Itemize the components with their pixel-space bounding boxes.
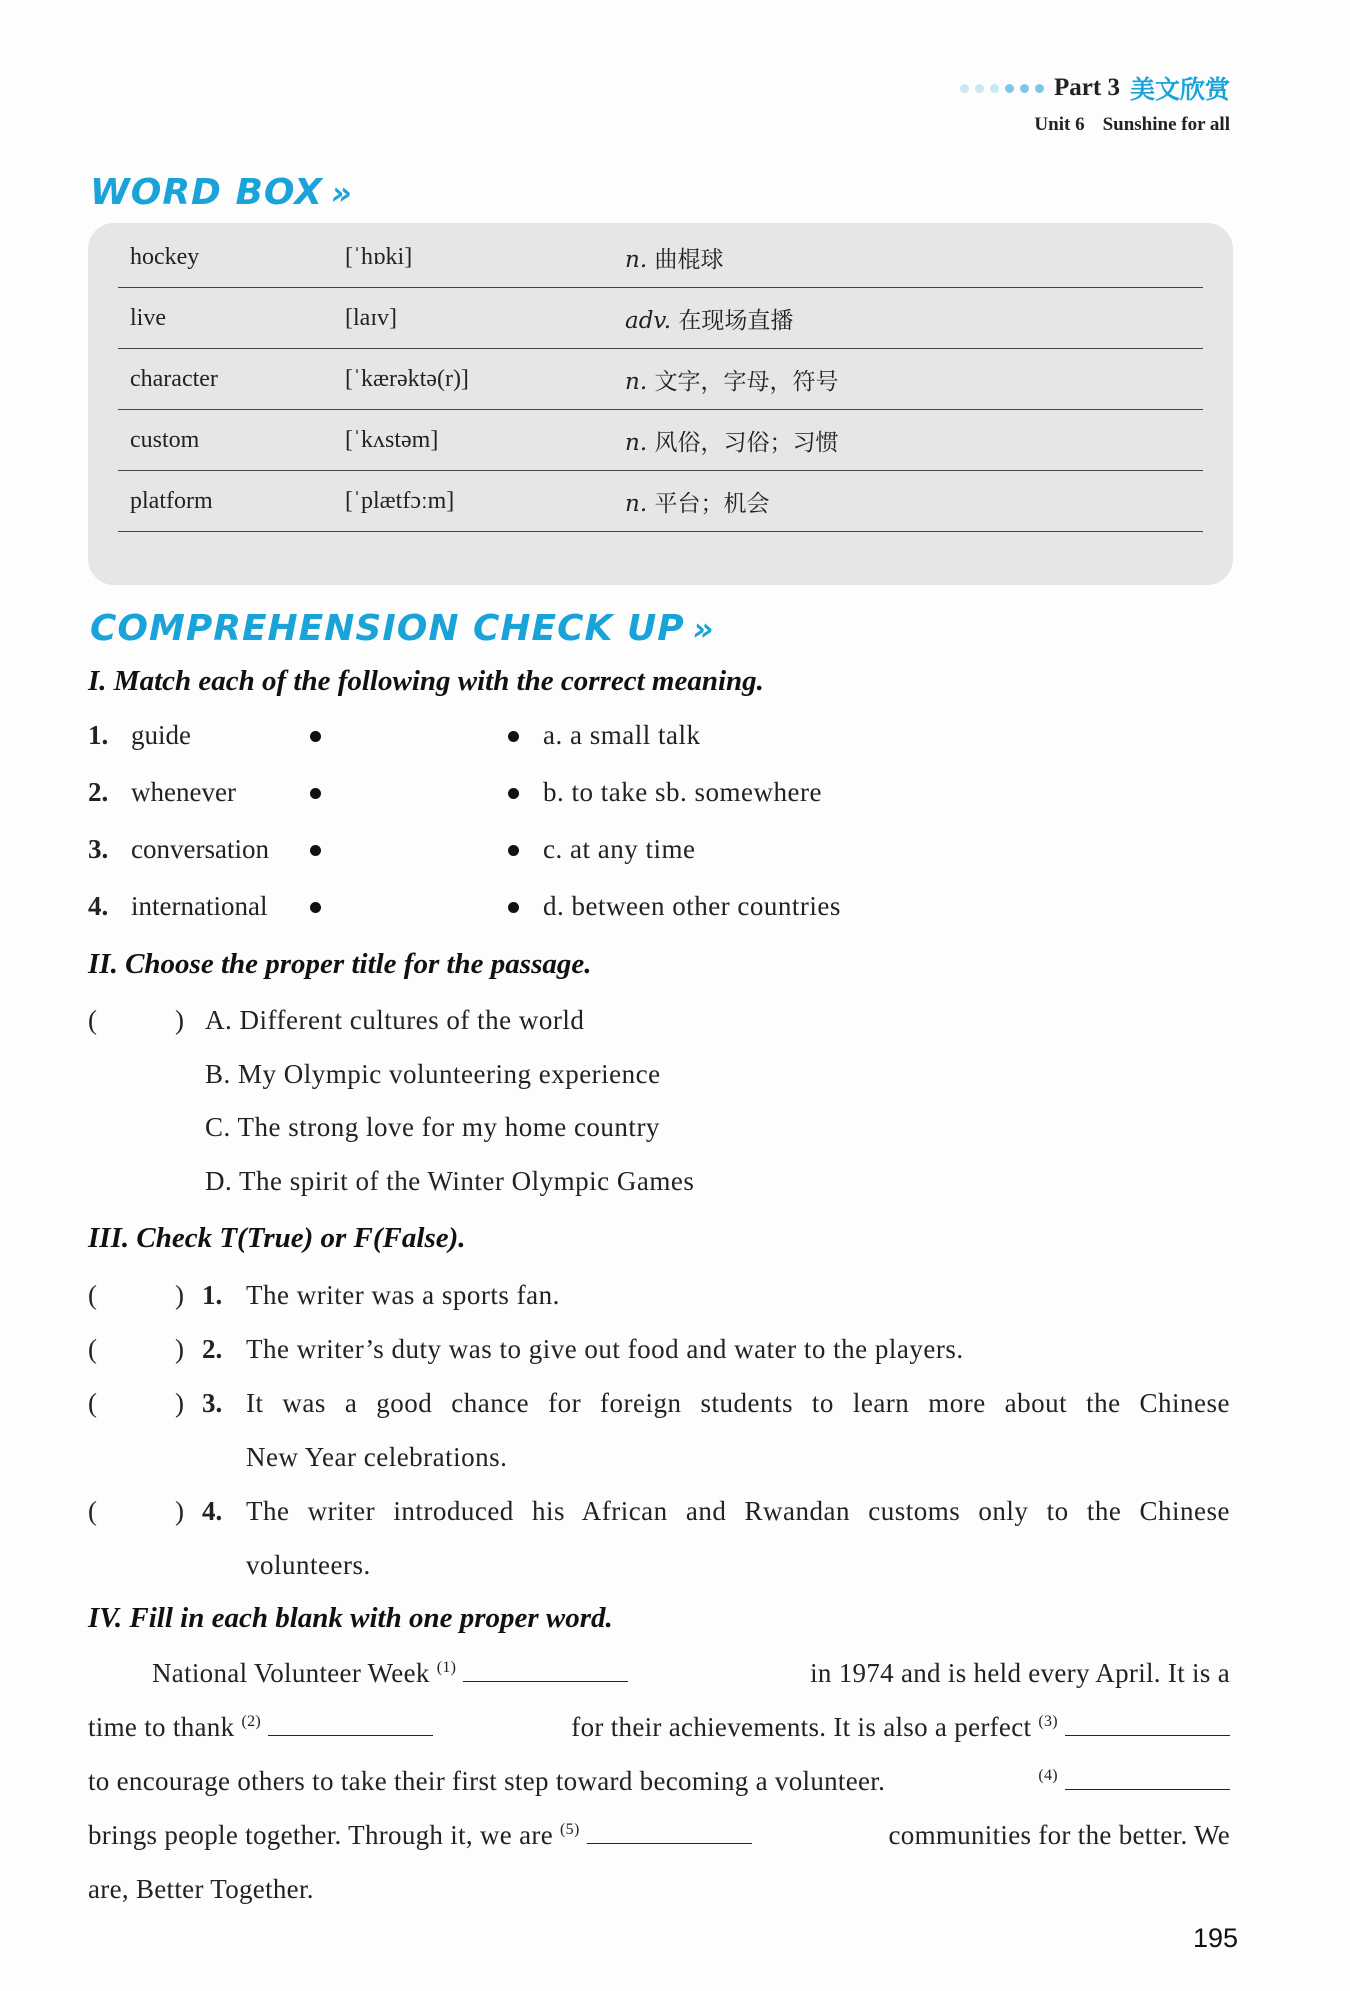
match-dot[interactable] — [508, 902, 519, 913]
blank-number: (4) — [1038, 1767, 1058, 1784]
answer-paren-right: ) — [175, 1496, 184, 1526]
blank-4[interactable] — [1065, 1767, 1230, 1790]
pronunciation: [ˈkʌstəm] — [345, 426, 439, 453]
word: live — [130, 304, 166, 331]
option-c: C. The strong love for my home country — [205, 1112, 660, 1142]
unit-label: Unit 6 — [1034, 114, 1085, 135]
word-row — [118, 227, 1203, 288]
word: platform — [130, 487, 213, 514]
blank-2[interactable] — [268, 1713, 433, 1736]
double-chevron-icon: » — [330, 174, 353, 212]
tf-number: 3. — [202, 1388, 223, 1418]
meaning: 风俗，习俗；习惯 — [654, 429, 839, 456]
option-a: A. Different cultures of the world — [205, 1005, 585, 1035]
blank-number: (3) — [1038, 1713, 1058, 1730]
part-label: Part 3 — [1054, 74, 1120, 101]
tf-number: 1. — [202, 1280, 223, 1310]
tf-number: 2. — [202, 1334, 223, 1364]
word-row — [118, 288, 1203, 349]
word-row — [118, 471, 1203, 532]
part2-heading: II. Choose the proper title for the passage. — [88, 948, 592, 980]
word: custom — [130, 426, 200, 453]
tf-statement: The writer was a sports fan. — [246, 1280, 560, 1310]
blank-number: (2) — [241, 1713, 261, 1730]
word-box-title: WORD BOX » — [90, 172, 353, 213]
answer-paren-left[interactable]: ( — [88, 1496, 97, 1526]
blank-5[interactable] — [587, 1821, 752, 1844]
part-of-speech: n. — [625, 490, 648, 517]
meaning: 曲棍球 — [654, 246, 724, 273]
blank-number: (5) — [560, 1821, 580, 1838]
meaning: 平台；机会 — [654, 490, 770, 517]
answer-paren-right: ) — [175, 1388, 184, 1418]
cloze-passage: National Volunteer Week $^{(1)}$ in 1974 and is held every April. It is a time to thank $^{(2)}$ for their achievements. It is also a perfect $^{(3)}$ to encourage others to take their first step toward becoming a volunteer. $^{(4)}$ brings people together. Through it, we are $^{(5)}$ communities for the better. We are, Better Together. — [88, 1658, 1230, 1904]
tf-statement-cont: New Year celebrations. — [246, 1442, 508, 1472]
answer-paren-left[interactable]: ( — [88, 1005, 97, 1035]
match-dot[interactable] — [508, 788, 519, 799]
tf-statement: The writer’s duty was to give out food and water to the players. — [246, 1334, 964, 1364]
match-item: 3. conversation c. at any time — [88, 834, 696, 864]
blank-1[interactable] — [463, 1659, 628, 1682]
blank-3[interactable] — [1065, 1713, 1230, 1736]
part-of-speech: n. — [625, 246, 648, 273]
word: character — [130, 365, 218, 392]
pronunciation: [ˈplætfɔːm] — [345, 487, 455, 514]
part-title-cn: 美文欣赏 — [1129, 75, 1230, 104]
blank-number: (1) — [436, 1659, 457, 1676]
part4-heading: IV. Fill in each blank with one proper word. — [88, 1602, 613, 1634]
page-number: 195 — [1192, 1923, 1238, 1953]
comprehension-title: COMPREHENSION CHECK UP » — [90, 608, 715, 649]
option-d: D. The spirit of the Winter Olympic Games — [205, 1166, 695, 1196]
part3-heading: III. Check T(True) or F(False). — [88, 1222, 466, 1254]
match-dot[interactable] — [508, 845, 519, 856]
match-dot[interactable] — [508, 731, 519, 742]
tf-statement: The writer introduced his African and Rwandan customs only to the Chinese — [246, 1496, 1230, 1526]
part-of-speech: adv. — [625, 307, 672, 334]
answer-paren-left[interactable]: ( — [88, 1334, 97, 1364]
match-dot[interactable] — [310, 731, 321, 742]
match-item: 4. international d. between other countries — [88, 891, 841, 921]
pronunciation: [ˈhɒki] — [345, 243, 413, 270]
tf-number: 4. — [202, 1496, 223, 1526]
match-dot[interactable] — [310, 902, 321, 913]
meaning: 文字，字母，符号 — [654, 368, 839, 395]
word-row — [118, 349, 1203, 410]
match-dot[interactable] — [310, 788, 321, 799]
page-header — [960, 70, 1230, 136]
unit-title: Sunshine for all — [1102, 114, 1230, 135]
word-box — [88, 223, 1233, 585]
meaning: 在现场直播 — [678, 307, 794, 334]
answer-paren-right: ) — [175, 1005, 184, 1035]
double-chevron-icon: » — [692, 610, 715, 648]
answer-paren-left[interactable]: ( — [88, 1280, 97, 1310]
part-of-speech: n. — [625, 368, 648, 395]
match-dot[interactable] — [310, 845, 321, 856]
option-b: B. My Olympic volunteering experience — [205, 1059, 661, 1089]
match-item: 2. whenever b. to take sb. somewhere — [88, 777, 822, 807]
word-row — [118, 410, 1203, 471]
word: hockey — [130, 243, 200, 270]
decorative-dots — [960, 84, 1044, 93]
answer-paren-left[interactable]: ( — [88, 1388, 97, 1418]
answer-paren-right: ) — [175, 1280, 184, 1310]
tf-statement-cont: volunteers. — [246, 1550, 371, 1580]
pronunciation: [laɪv] — [345, 304, 397, 331]
tf-statement: It was a good chance for foreign students to learn more about the Chinese — [246, 1388, 1230, 1418]
part-of-speech: n. — [625, 429, 648, 456]
part1-heading: I. Match each of the following with the correct meaning. — [88, 665, 764, 697]
answer-paren-right: ) — [175, 1334, 184, 1364]
pronunciation: [ˈkærəktə(r)] — [345, 365, 469, 392]
match-item: 1. guide a. a small talk — [88, 720, 701, 750]
